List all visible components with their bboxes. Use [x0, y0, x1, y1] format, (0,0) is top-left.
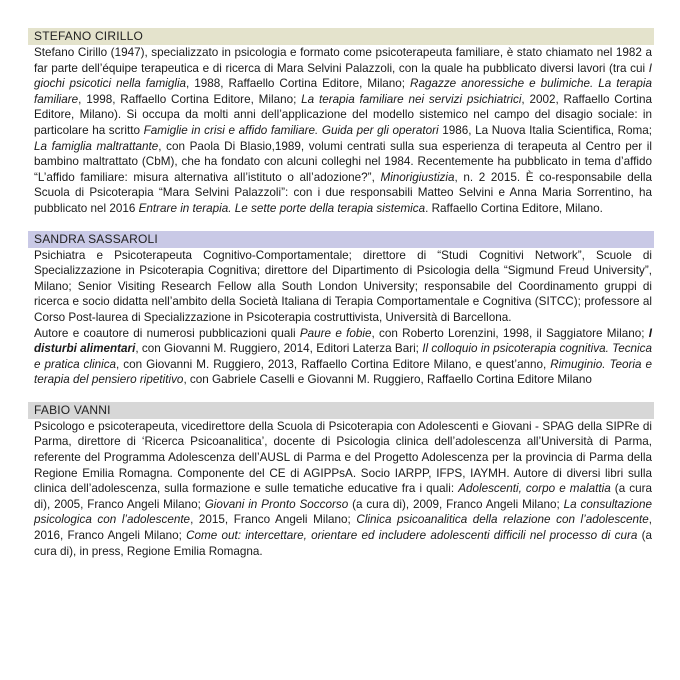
book-title: Paure e fobie	[299, 326, 372, 340]
bio-section-cirillo	[28, 28, 654, 217]
book-title: La famiglia maltrattante	[34, 139, 159, 153]
text-run: , 2016, Franco Angeli Milano;	[34, 513, 652, 543]
text-run: , n. 2 2015. È co-responsabile della Scuola di Psicoterapia “Mara Selvini Palazzoli”: con i due responsabili Matteo Selvini e Anna Maria Sorrentino, ha pubblicato nel 2016	[34, 170, 652, 215]
text-run: Psicologo e psicoterapeuta, vicedirettore della Scuola di Psicoterapia con Adolescenti e Giovani - SPAG della SIPRe di Parma, direttore di ‘Ricerca Psicoanalitica’, docente di Psicologia clinica dell’adolescenza all’Università di Parma, referente del Programma Adolescenza dell’AUSL di Parma e del Progetto Adolescenza per la provincia di Parma della Regione Emilia Romagna. Componente del CE di AGIPPsA. Socio IARPP, IFPS, IAYMH. Autore di diversi libri sulla clinica dell’adolescenza, sulla formazione e sulle tematiche educative fra i quali:	[34, 419, 652, 496]
text-run: , 1988, Raffaello Cortina Editore, Milano;	[186, 77, 411, 91]
bio-text	[28, 419, 654, 559]
book-title: Clinica psicoanalitica della relazione con l’adolescente	[356, 513, 649, 527]
bio-paragraph	[34, 326, 652, 388]
bio-paragraph	[34, 248, 652, 326]
book-title: Come out: intercettare, orientare ed includere adolescenti difficili nel processo di cura	[186, 529, 638, 543]
book-title: La consultazione psicologica con l’adolescente	[34, 497, 652, 527]
book-title: Famiglie in crisi e affido familiare. Guida per gli operatori	[143, 123, 439, 137]
text-run: 1986, La Nuova Italia Scientifica, Roma;	[438, 123, 652, 137]
text-run: (a cura di), 2009, Franco Angeli Milano;	[348, 497, 564, 511]
text-run: , con Giovanni M. Ruggiero, 2014, Editori Laterza Bari;	[135, 342, 423, 356]
author-heading: FABIO VANNI	[28, 402, 654, 419]
bio-paragraph	[34, 45, 652, 217]
text-run: , con Paola Di Blasio,1989, volumi centrati sulla sua esperienza di terapeuta al Centro per il bambino maltrattato (CbM), che ha fondato con alcuni colleghi nel 1984. Recentemente ha pubblicato in tema d’affido “L’affido familiare: misura alternativa all’istituto o all’adozione?”,	[34, 139, 652, 184]
bio-text	[28, 45, 654, 217]
text-run: , con Roberto Lorenzini, 1998, il Saggiatore Milano;	[371, 326, 649, 340]
text-run: (a cura di), 2005, Franco Angeli Milano;	[34, 482, 653, 511]
text-run: Psichiatra e Psicoterapeuta Cognitivo-Comportamentale; direttore di “Studi Cognitivi Network”, Scuole di Specializzazione in Psicoterapia Cognitiva; direttore del Dipartimento di Psicologia della “Sigmund Freud University”, Milano; Senior Visiting Research Fellow alla South London University; responsabile del Coordinamento gruppi di ricerca e socio didatta nell’ambito della Società Italiana di Terapia Comportamentale e Cognitiva (SITCC); professore al Corso Post-laurea di Specializzazione in Psicoterapia costruttivista, Università di Barcellona.	[34, 248, 652, 324]
bio-paragraph	[34, 419, 652, 559]
book-title: Entrare in terapia. Le sette porte della terapia sistemica	[138, 201, 426, 215]
book-title: Il colloquio in psicoterapia cognitiva. Tecnica e pratica clinica	[34, 342, 652, 371]
text-run: , 2002, Raffaello Cortina Editore, Milano). Si occupa da molti anni dell’applicazione del modello sistemico nel campo del disagio sociale: in particolare ha scritto	[34, 92, 652, 137]
bio-section-vanni	[28, 402, 654, 559]
text-run: , con Giovanni M. Ruggiero, 2013, Raffaello Cortina Editore Milano, e quest’anno,	[116, 357, 551, 371]
book-title: Giovani in Pronto Soccorso	[204, 497, 349, 511]
text-run: , 2015, Franco Angeli Milano;	[190, 513, 357, 527]
book-title: Minorigiustizia	[380, 170, 455, 184]
text-run: . Raffaello Cortina Editore, Milano.	[425, 201, 603, 215]
book-title: La terapia familiare nei servizi psichiatrici	[301, 92, 522, 106]
text-run: Autore e coautore di numerosi pubblicazioni quali	[34, 326, 300, 340]
text-run: , 1998, Raffaello Cortina Editore, Milano;	[78, 92, 302, 106]
author-heading: SANDRA SASSAROLI	[28, 231, 654, 248]
book-title: Ragazze anoressiche e bulimiche. La terapia familiare	[34, 77, 652, 106]
text-run: , con Gabriele Caselli e Giovanni M. Ruggiero, Raffaello Cortina Editore Milano	[183, 373, 592, 387]
text-run: (a cura di), in press, Regione Emilia Romagna.	[34, 529, 652, 558]
bio-text	[28, 248, 654, 388]
author-heading: STEFANO CIRILLO	[28, 28, 654, 45]
bio-section-sassaroli	[28, 231, 654, 388]
page	[28, 28, 654, 573]
text-run: Stefano Cirillo (1947), specializzato in psicologia e formato come psicoterapeuta familiare, è stato chiamato nel 1982 a far parte dell’équipe terapeutica e di ricerca di Mara Selvini Palazzoli, con la quale ha pubblicato diversi lavori (tra cui	[34, 46, 652, 75]
book-title: Rimuginio. Teoria e terapia del pensiero ripetitivo	[34, 357, 653, 387]
book-title: I giochi psicotici nella famiglia	[34, 61, 652, 91]
book-title: I disturbi alimentari	[34, 326, 652, 356]
book-title: Adolescenti, corpo e malattia	[458, 482, 611, 496]
